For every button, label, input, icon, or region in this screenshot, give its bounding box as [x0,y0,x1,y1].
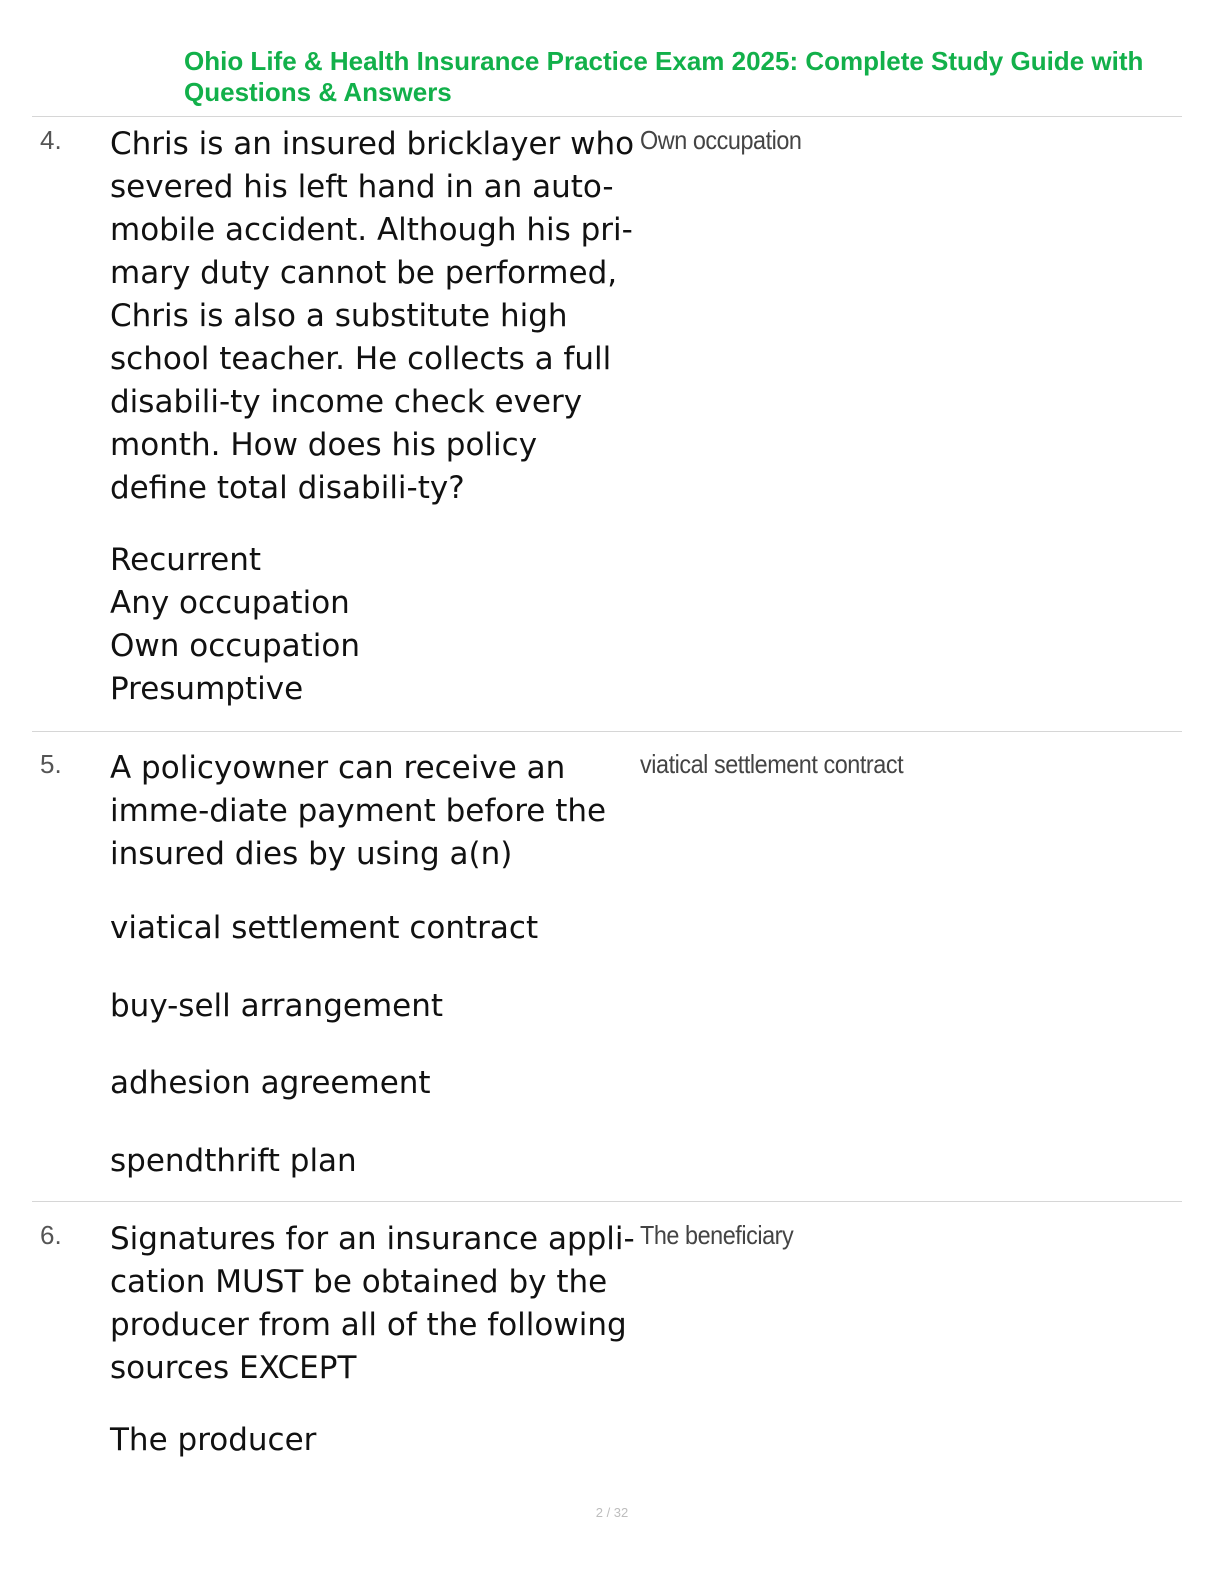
option-item: Recurrent [110,542,262,578]
question-text: A policyowner can receive an imme-diate payment before the insured dies by using a(n) [110,750,607,872]
option-item: buy-sell arrangement [110,987,444,1024]
question-text: Chris is an insured bricklayer who severed his left hand in an auto-mobile accident. Although his pri-mary duty cannot be performed, Chris is also a substitute high school teacher. He collects a full disabili-ty income check every month. How does his policy define total disabili-ty? [110,126,635,506]
divider [32,1201,1182,1202]
question-number: 5. [40,749,62,779]
option-item: adhesion agreement [110,1065,431,1101]
option-item: viatical settlement contract [110,910,539,946]
option-item: The producer [110,1422,317,1458]
divider [32,116,1182,117]
divider [32,731,1182,732]
question-number: 6. [40,1220,62,1250]
options-list [110,1419,670,1497]
options-list [110,907,670,1217]
option-item: spendthrift plan [110,1142,357,1179]
answer-text: viatical settlement contract [640,749,904,779]
question-number: 4. [40,125,62,155]
option-item: Presumptive [110,671,304,707]
answer-text: The beneficiary [640,1220,794,1250]
options-list [110,539,670,711]
question-text: Signatures for an insurance appli-cation MUST be obtained by the producer from all of the following sources EXCEPT [110,1221,635,1386]
option-item: Own occupation [110,628,361,664]
page-number: 2 / 32 [595,1505,629,1520]
option-item: Any occupation [110,585,350,621]
document-header-title: Ohio Life & Health Insurance Practice Exam 2025: Complete Study Guide with Questions & Answers [184,46,1144,107]
answer-text: Own occupation [640,125,802,155]
